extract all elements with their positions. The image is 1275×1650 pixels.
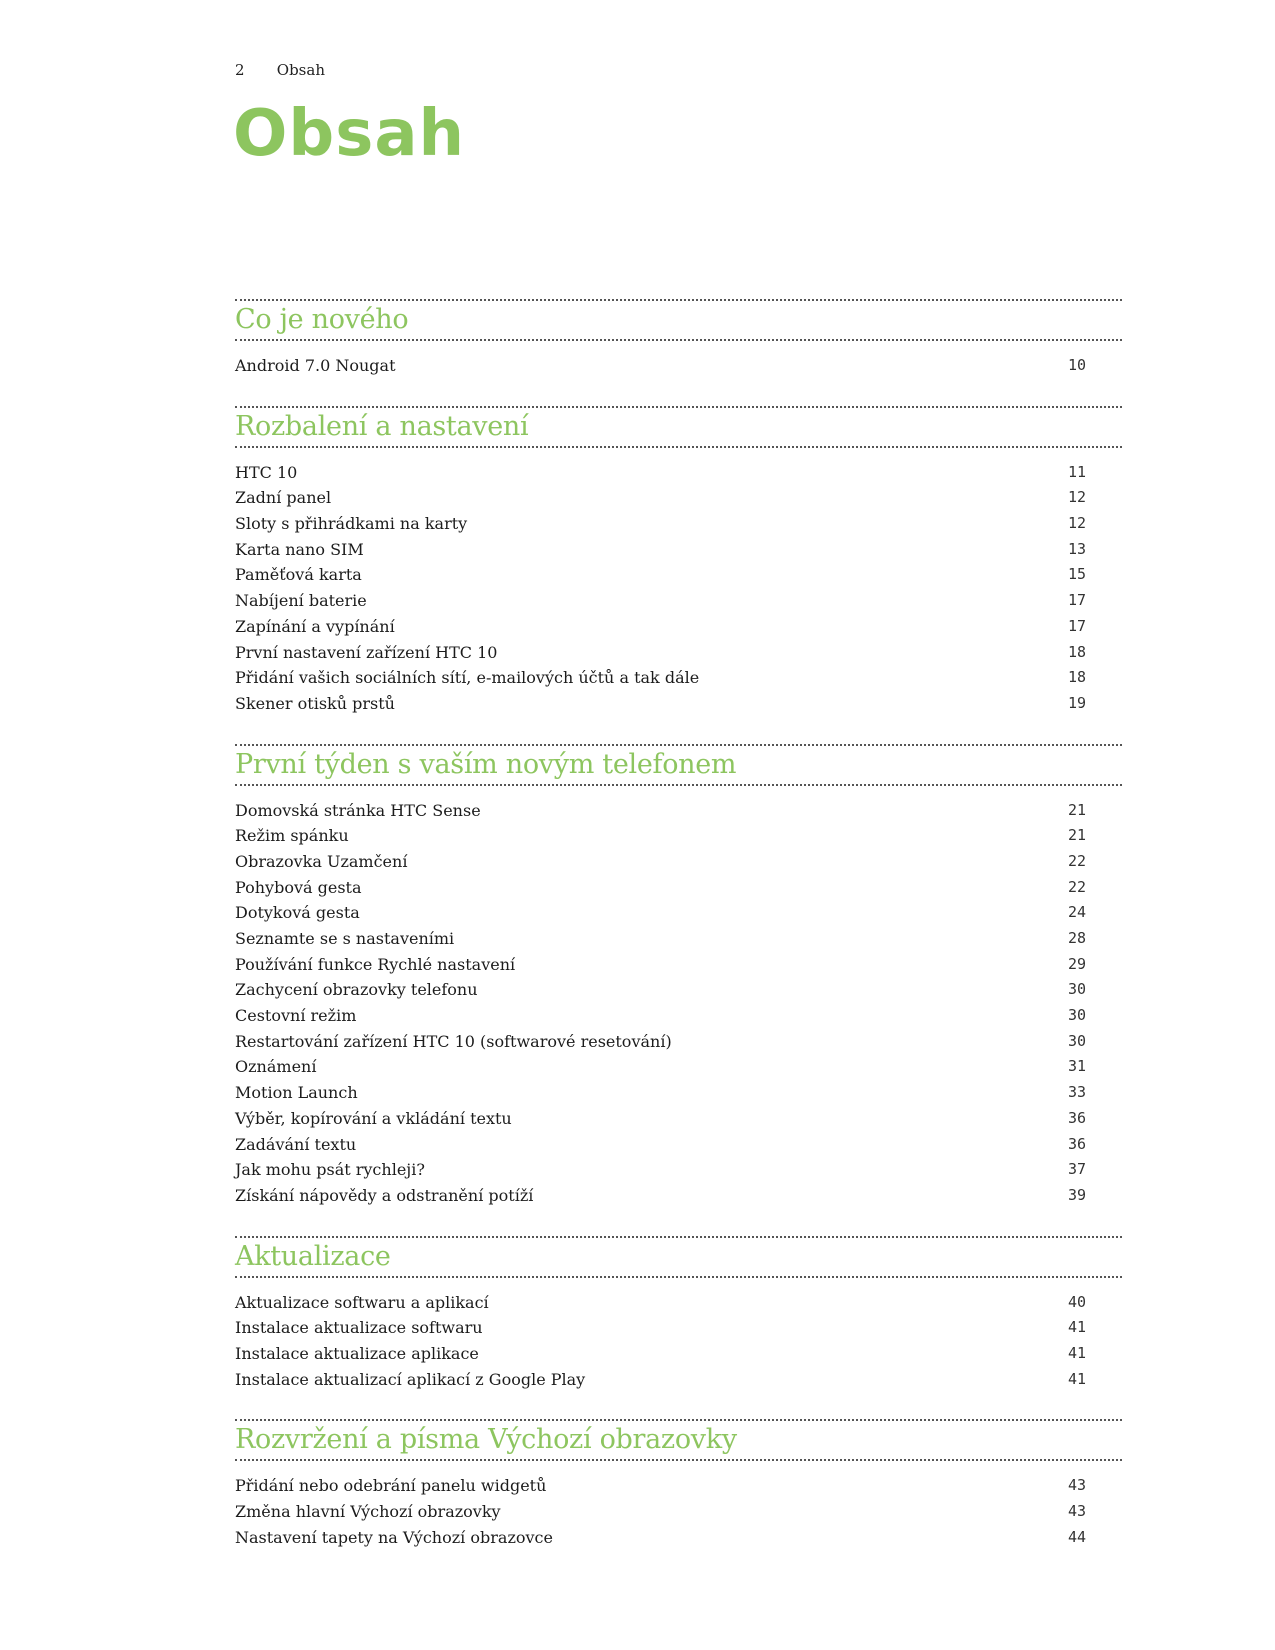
toc-entry-label[interactable]: Zachycení obrazovky telefonu — [235, 980, 478, 1000]
toc-entry[interactable] — [235, 1106, 1122, 1132]
toc-entry-label[interactable]: Nastavení tapety na Výchozí obrazovce — [235, 1527, 553, 1547]
toc-entry-page-number[interactable]: 30 — [1067, 980, 1086, 999]
toc-entry-page-number[interactable]: 36 — [1067, 1134, 1086, 1153]
toc-entry[interactable] — [235, 614, 1122, 640]
toc-entry[interactable] — [235, 849, 1122, 875]
toc-entry-page-number[interactable]: 43 — [1067, 1476, 1086, 1495]
toc-entry[interactable] — [235, 900, 1122, 926]
toc-entry[interactable] — [235, 823, 1122, 849]
toc-entry-label[interactable]: Obrazovka Uzamčení — [235, 851, 408, 871]
toc-entry-label[interactable]: Zapínání a vypínání — [235, 616, 395, 636]
toc-entry-page-number[interactable]: 30 — [1067, 1006, 1086, 1025]
toc-entry-page-number[interactable]: 17 — [1067, 591, 1086, 610]
toc-entry[interactable] — [235, 665, 1122, 691]
toc-entry-page-number[interactable]: 17 — [1067, 616, 1086, 635]
toc-entry[interactable] — [235, 1183, 1122, 1209]
section-header — [235, 406, 1122, 448]
toc-entry-label[interactable]: Skener otisků prstů — [235, 693, 395, 713]
toc-entry-label[interactable]: Sloty s přihrádkami na karty — [235, 514, 468, 534]
toc-entry-page-number[interactable]: 29 — [1067, 954, 1086, 973]
toc-section — [235, 744, 1122, 1209]
section-title[interactable]: Rozvržení a písma Výchozí obrazovky — [235, 1424, 737, 1456]
toc-entry[interactable] — [235, 1315, 1122, 1341]
toc-entry[interactable] — [235, 875, 1122, 901]
toc-entry-label[interactable]: Přidání vašich sociálních sítí, e-mailových účtů a tak dále — [235, 668, 700, 688]
toc-entry-page-number[interactable]: 12 — [1067, 488, 1086, 507]
toc-entry-page-number[interactable]: 18 — [1067, 642, 1086, 661]
toc-entry-label[interactable]: HTC 10 — [235, 462, 298, 482]
toc-entry[interactable] — [235, 640, 1122, 666]
toc-entry[interactable] — [235, 353, 1122, 379]
toc-entry[interactable] — [235, 1290, 1122, 1316]
section-title[interactable]: První týden s vaším novým telefonem — [235, 748, 737, 780]
toc-entry-page-number[interactable]: 41 — [1067, 1343, 1086, 1362]
toc-entry-label[interactable]: Zadávání textu — [235, 1134, 357, 1154]
table-of-contents — [235, 299, 1122, 1577]
toc-entry-label[interactable]: Restartování zařízení HTC 10 (softwarové resetování) — [235, 1031, 672, 1051]
toc-entry-label[interactable]: Používání funkce Rychlé nastavení — [235, 954, 516, 974]
toc-entry[interactable] — [235, 1367, 1122, 1393]
toc-entry-page-number[interactable]: 13 — [1067, 539, 1086, 558]
toc-entry-label[interactable]: Dotyková gesta — [235, 903, 360, 923]
toc-entry-page-number[interactable]: 41 — [1067, 1369, 1086, 1388]
toc-entry[interactable] — [235, 1499, 1122, 1525]
toc-entry[interactable] — [235, 952, 1122, 978]
toc-entry[interactable] — [235, 798, 1122, 824]
toc-entry-label[interactable]: Karta nano SIM — [235, 539, 364, 559]
toc-entry-page-number[interactable]: 40 — [1067, 1292, 1086, 1311]
toc-entry-label[interactable]: Paměťová karta — [235, 565, 362, 585]
toc-entry-page-number[interactable]: 31 — [1067, 1057, 1086, 1076]
toc-section — [235, 299, 1122, 379]
toc-entry-page-number[interactable]: 43 — [1067, 1502, 1086, 1520]
toc-entry-page-number[interactable]: 37 — [1067, 1160, 1086, 1179]
toc-entry-label[interactable]: Jak mohu psát rychleji? — [235, 1160, 425, 1180]
toc-entry-page-number[interactable]: 15 — [1067, 565, 1086, 584]
toc-entry[interactable] — [235, 977, 1122, 1003]
toc-entry-label[interactable]: Motion Launch — [235, 1083, 358, 1103]
toc-entry-page-number[interactable]: 11 — [1067, 462, 1086, 481]
toc-entry-page-number[interactable]: 28 — [1067, 929, 1086, 947]
running-header — [235, 61, 325, 79]
toc-entry[interactable] — [235, 1473, 1122, 1499]
toc-entry-label[interactable]: Výběr, kopírování a vkládání textu — [235, 1108, 512, 1128]
toc-entry[interactable] — [235, 460, 1122, 486]
section-header — [235, 744, 1122, 786]
toc-entry-label[interactable]: Oznámení — [235, 1057, 317, 1077]
toc-entry-page-number[interactable]: 33 — [1067, 1083, 1086, 1102]
toc-entry[interactable] — [235, 1157, 1122, 1183]
toc-entry-page-number[interactable]: 44 — [1067, 1527, 1086, 1546]
header-page-number: 2 — [235, 61, 245, 79]
toc-entry[interactable] — [235, 926, 1122, 952]
toc-entry-page-number[interactable]: 24 — [1067, 903, 1086, 922]
toc-section — [235, 1419, 1122, 1550]
section-title[interactable]: Co je nového — [235, 304, 409, 335]
toc-section — [235, 1236, 1122, 1393]
toc-entry[interactable] — [235, 1080, 1122, 1106]
toc-entry[interactable] — [235, 1003, 1122, 1029]
toc-entry[interactable] — [235, 691, 1122, 717]
toc-entry-page-number[interactable]: 21 — [1067, 800, 1086, 819]
toc-entry[interactable] — [235, 588, 1122, 614]
toc-entry-label[interactable]: První nastavení zařízení HTC 10 — [235, 642, 498, 662]
toc-entry-label[interactable]: Cestovní režim — [235, 1006, 357, 1026]
toc-entry-label[interactable]: Seznamte se s nastaveními — [235, 929, 455, 948]
toc-entry-label[interactable]: Nabíjení baterie — [235, 591, 367, 611]
toc-entry-label[interactable]: Instalace aktualizace aplikace — [235, 1343, 479, 1363]
toc-entry-label[interactable]: Získání nápovědy a odstranění potíží — [235, 1185, 534, 1205]
toc-entry[interactable] — [235, 511, 1122, 537]
toc-entry-page-number[interactable]: 12 — [1067, 514, 1086, 533]
toc-entry[interactable] — [235, 537, 1122, 563]
toc-entry-label[interactable]: Přidání nebo odebrání panelu widgetů — [235, 1476, 547, 1496]
toc-entry[interactable] — [235, 1029, 1122, 1055]
toc-entry-label[interactable]: Aktualizace softwaru a aplikací — [235, 1292, 489, 1312]
toc-entry-page-number[interactable]: 30 — [1067, 1031, 1086, 1050]
toc-entry-label[interactable]: Zadní panel — [235, 488, 332, 508]
toc-entry[interactable] — [235, 1525, 1122, 1551]
page-title: Obsah — [233, 97, 466, 171]
toc-entry-label[interactable]: Režim spánku — [235, 826, 349, 846]
toc-entry-page-number[interactable]: 41 — [1067, 1318, 1086, 1337]
section-header — [235, 1419, 1122, 1461]
toc-entry-label[interactable]: Instalace aktualizací aplikací z Google Play — [235, 1369, 586, 1389]
toc-entry-label[interactable]: Android 7.0 Nougat — [235, 356, 396, 375]
toc-entry-label[interactable]: Změna hlavní Výchozí obrazovky — [235, 1502, 501, 1521]
toc-entry-label[interactable]: Pohybová gesta — [235, 877, 362, 897]
toc-entry[interactable] — [235, 485, 1122, 511]
toc-entry[interactable] — [235, 562, 1122, 588]
toc-entry-page-number[interactable]: 39 — [1067, 1185, 1086, 1204]
toc-entry[interactable] — [235, 1054, 1122, 1080]
section-title[interactable]: Aktualizace — [235, 1240, 391, 1272]
header-running-title: Obsah — [276, 61, 325, 79]
toc-entry-page-number[interactable]: 18 — [1067, 668, 1086, 687]
toc-entry-label[interactable]: Instalace aktualizace softwaru — [235, 1318, 483, 1338]
toc-entry-page-number[interactable]: 19 — [1067, 693, 1086, 712]
toc-entry[interactable] — [235, 1341, 1122, 1367]
toc-entry[interactable] — [235, 1132, 1122, 1158]
toc-entry-page-number[interactable]: 22 — [1067, 851, 1086, 870]
toc-entry-page-number[interactable]: 21 — [1067, 826, 1086, 845]
toc-entry-page-number[interactable]: 36 — [1067, 1108, 1086, 1127]
toc-entry-page-number[interactable]: 22 — [1067, 877, 1086, 896]
section-title[interactable]: Rozbalení a nastavení — [235, 410, 529, 442]
toc-entry-page-number[interactable]: 10 — [1067, 356, 1086, 374]
toc-entry-label[interactable]: Domovská stránka HTC Sense — [235, 800, 481, 820]
section-header — [235, 1236, 1122, 1278]
toc-section — [235, 406, 1122, 717]
section-header — [235, 299, 1122, 341]
